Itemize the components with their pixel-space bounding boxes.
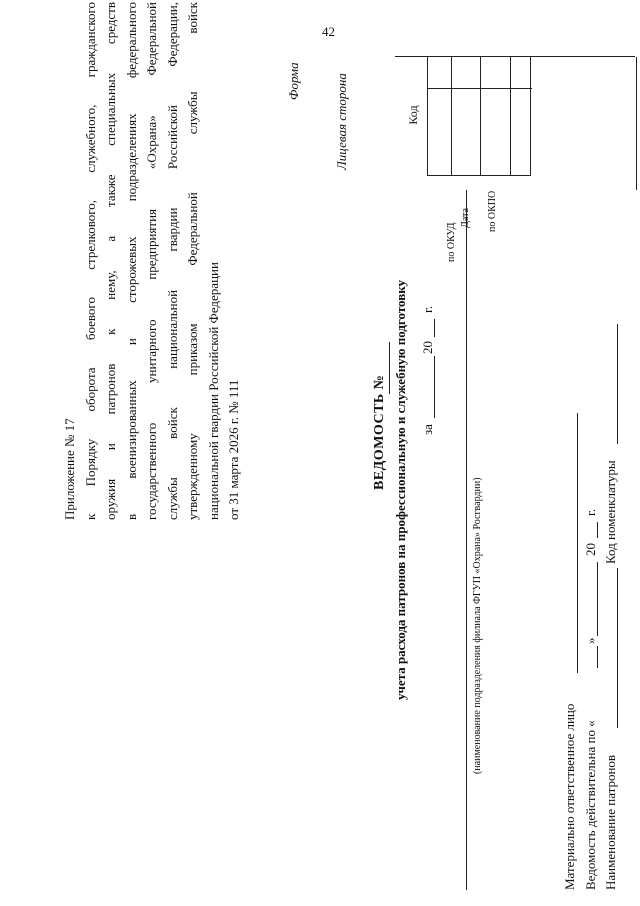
period-year-prefix: 20	[420, 341, 435, 354]
okud-label: по ОКУД	[446, 222, 457, 262]
ammo-name-line	[617, 568, 618, 728]
approval-line-6: утвержденному приказом Федеральной службы войск	[185, 2, 200, 520]
approval-line-2: оружия и патронов к нему, а также специальных средств	[103, 2, 118, 520]
codes-table	[406, 56, 531, 176]
codes-header: Код	[406, 105, 420, 125]
responsible-person-line	[577, 413, 578, 673]
valid-year-prefix: 20	[583, 543, 598, 556]
approval-block	[60, 2, 245, 520]
valid-year-suffix: г.	[583, 508, 598, 516]
responsible-person-label: Материально ответственное лицо	[562, 703, 577, 890]
document-subtitle: учета расхода патронов на профессиональную и служебную подготовку	[393, 279, 408, 700]
period-za: за	[420, 424, 435, 435]
period-year-suffix: г.	[420, 305, 435, 313]
bottom-border-rule	[636, 57, 637, 190]
ammo-name-label: Наименование патронов	[603, 754, 618, 890]
valid-day-line	[597, 646, 598, 668]
approval-line-1: к Порядку оборота боевого стрелкового, служебного, гражданского	[82, 2, 98, 520]
approval-line-5: службы войск национальной гвардии Российской Федерации,	[164, 2, 180, 520]
period-line	[434, 356, 435, 418]
page-number: 42	[322, 24, 335, 39]
form-label: Форма	[286, 62, 301, 100]
codes-row-divider-1	[451, 57, 452, 175]
okpo-label: по ОКПО	[487, 190, 498, 232]
title-number-line	[389, 342, 390, 394]
codes-column-divider	[428, 88, 532, 89]
side-label: Лицевая сторона	[334, 73, 349, 170]
valid-month-line	[597, 562, 598, 636]
subdivision-caption: (наименование подразделения филиала ФГУП «Охрана» Росгвардии)	[472, 477, 483, 774]
right-border-rule	[395, 56, 635, 57]
valid-by-label: Ведомость действительна по «	[583, 720, 598, 890]
approval-line-8: от 31 марта 2026 г. № 111	[226, 379, 241, 520]
codes-row-divider-3	[510, 57, 511, 175]
rotated-page-content	[0, 2, 640, 890]
date-label: Дата	[460, 208, 471, 228]
document-title: ВЕДОМОСТЬ №	[372, 374, 387, 490]
approval-line-7: национальной гвардии Российской Федерации	[205, 262, 221, 520]
appendix-number: Приложение № 17	[62, 418, 77, 520]
nomenclature-code-label: Код номенклатуры	[603, 460, 618, 564]
nomenclature-code-line	[617, 324, 618, 444]
period-year-line	[434, 319, 435, 337]
subdivision-line	[466, 190, 467, 890]
approval-line-4: государственного унитарного предприятия «Охрана» Федеральной	[144, 2, 159, 520]
valid-quote-close: »	[583, 637, 598, 644]
codes-row-divider-2	[480, 57, 481, 175]
approval-line-3: в военизированных и сторожевых подразделениях федерального	[123, 2, 139, 520]
valid-year-line	[597, 522, 598, 538]
